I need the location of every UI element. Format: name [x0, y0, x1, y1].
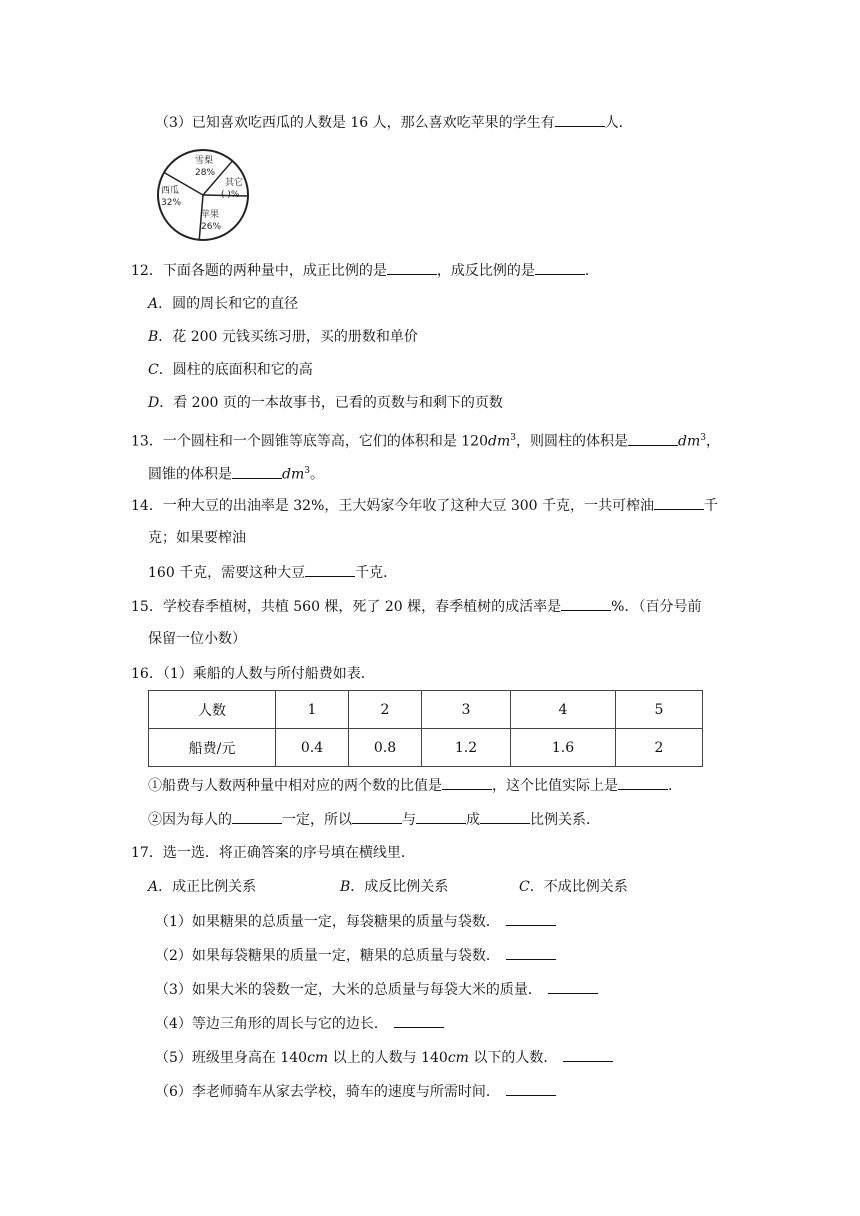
pie-label-xigua-value: 32%: [161, 198, 182, 208]
q16-s1-text-1: ①船费与人数两种量中相对应的两个数的比值是: [148, 778, 442, 794]
q14-line3: [148, 562, 397, 583]
q17-blank-5[interactable]: [563, 1047, 613, 1062]
unit-exponent: 3: [510, 433, 516, 443]
q11-3-prefix: （3）已知喜欢吃西瓜的人数是 16 人，那么喜欢吃苹果的学生有: [155, 115, 555, 131]
unit-exponent: 3: [700, 433, 706, 443]
q17-item-text: 以下的人数．: [468, 1050, 558, 1066]
q11-3-answer-blank[interactable]: [555, 112, 605, 127]
q14-text-1: 14．一种大豆的出油率是 32%，王大妈家今年收了这种大豆 300 千克，一共可榨油: [131, 498, 655, 514]
option-letter: D: [148, 395, 160, 411]
q17-choice-a: [148, 877, 256, 897]
q16-s2-text-5: 比例关系．: [530, 812, 600, 828]
q14-text-5: 千克．: [355, 565, 398, 581]
q17-blank-1[interactable]: [506, 911, 556, 926]
q12-stem: [131, 260, 599, 281]
q17-item-6: [155, 1081, 556, 1102]
option-text: ．圆柱的底面积和它的高: [158, 362, 313, 378]
option-letter: B: [340, 879, 351, 895]
q15-text-1: 15．学校春季植树，共植 560 棵，死了 20 棵，春季植树的成活率是: [131, 599, 562, 615]
table-cell: 船费/元: [149, 729, 276, 767]
q12-option-d: [148, 393, 503, 413]
table-cell: 0.4: [276, 729, 349, 767]
q16-blank-price[interactable]: [232, 809, 282, 824]
q13-text-5: 。: [309, 466, 324, 483]
table-cell: 1.2: [422, 729, 511, 767]
q17-item-3: [155, 979, 598, 1000]
q11-3-line: [155, 112, 633, 133]
q17-blank-6[interactable]: [506, 1081, 556, 1096]
q12-stem-end: ．: [584, 263, 599, 279]
q17-item-1: [155, 911, 556, 932]
table-row: [149, 729, 703, 767]
table-cell: 4: [511, 691, 616, 729]
unit-cm: cm: [447, 1050, 469, 1066]
q16-s1-text-3: ．: [668, 778, 682, 794]
q16-title-text: 16．（1）乘船的人数与所付船费如表．: [131, 666, 375, 682]
unit-dm: dm: [282, 466, 305, 483]
q15-line1: [131, 596, 701, 617]
q12-blank-inverse[interactable]: [535, 260, 585, 275]
q16-blank-qty2[interactable]: [416, 809, 466, 824]
q17-choice-c: [519, 877, 628, 897]
option-text: ．成反比例关系: [350, 879, 449, 895]
q16-sub2: [148, 809, 600, 830]
q16-title: [131, 664, 375, 684]
q15-text-2: %．（百分号前: [611, 599, 702, 615]
table-cell: 1.6: [511, 729, 616, 767]
q16-blank-ratio[interactable]: [442, 775, 492, 790]
table-cell: 人数: [149, 691, 276, 729]
q17-item-text: （6）李老师骑车从家去学校，骑车的速度与所需时间．: [155, 1084, 500, 1100]
q15-blank-rate[interactable]: [561, 596, 611, 611]
option-letter: C: [148, 362, 159, 378]
option-letter: B: [148, 329, 159, 345]
q16-s2-text-4: 成: [466, 812, 480, 828]
q17-blank-4[interactable]: [394, 1013, 444, 1028]
option-text: ．成正比例关系: [158, 879, 257, 895]
option-text: ．圆的周长和它的直径: [158, 296, 299, 312]
table-cell: 0.8: [349, 729, 422, 767]
q16-s2-text-2: 一定，所以: [282, 812, 352, 828]
q13-text-2: ，则圆柱的体积是: [515, 433, 628, 450]
option-text: ．看 200 页的一本故事书，已看的页数与和剩下的页数: [159, 395, 503, 411]
q16-s1-text-2: ，这个比值实际上是: [492, 778, 618, 794]
unit-dm: dm: [677, 433, 701, 450]
q12-stem-mid: ，成反比例的是: [436, 263, 535, 279]
fare-table: [148, 690, 703, 767]
q17-item-text: （1）如果糖果的总质量一定，每袋糖果的质量与袋数．: [155, 914, 500, 930]
pie-label-xueli-name: 雪梨: [195, 156, 214, 166]
q12-blank-direct[interactable]: [387, 260, 437, 275]
q14-blank-oil[interactable]: [654, 495, 704, 510]
table-cell: 3: [422, 691, 511, 729]
q13-text-1: 13．一个圆柱和一个圆锥等底等高，它们的体积和是 120: [131, 433, 488, 450]
q16-blank-kind[interactable]: [480, 809, 530, 824]
q14-line2: [148, 528, 246, 548]
unit-cm: cm: [307, 1050, 329, 1066]
q16-s2-text-3: 与: [402, 812, 416, 828]
pie-label-xueli-value: 28%: [195, 168, 216, 178]
q16-blank-qty1[interactable]: [352, 809, 402, 824]
q17-blank-2[interactable]: [506, 945, 556, 960]
pie-label-pingguo-value: 26%: [201, 222, 222, 232]
q13-blank-cylinder[interactable]: [628, 431, 678, 446]
q13-line2: [148, 461, 324, 485]
pie-label-pingguo-name: 苹果: [201, 210, 220, 220]
table-row: [149, 691, 703, 729]
q12-option-c: [148, 360, 313, 380]
q17-item-text: （3）如果大米的袋数一定，大米的总质量与每袋大米的质量．: [155, 982, 542, 998]
table-cell: 2: [349, 691, 422, 729]
unit-exponent: 3: [304, 466, 310, 476]
q13-text-3: ，: [705, 433, 720, 450]
pie-label-qita-value: ( )%: [221, 190, 240, 200]
q14-line1: [131, 495, 718, 516]
table-cell: 2: [616, 729, 703, 767]
q17-item-5: [155, 1047, 613, 1068]
q17-blank-3[interactable]: [548, 979, 598, 994]
q14-text-2: 千: [704, 498, 719, 514]
option-text: ．花 200 元钱买练习册，买的册数和单价: [158, 329, 418, 345]
q17-choice-b: [340, 877, 448, 897]
option-letter: A: [148, 296, 159, 312]
q17-title: [131, 843, 415, 863]
q17-item-2: [155, 945, 556, 966]
q17-title-text: 17．选一选．将正确答案的序号填在横线里．: [131, 845, 415, 861]
q17-item-text: （4）等边三角形的周长与它的边长．: [155, 1016, 388, 1032]
q12-option-b: [148, 327, 418, 347]
q15-text-3: 保留一位小数）: [148, 631, 246, 647]
q17-item-text: 以上的人数与 140: [328, 1050, 448, 1066]
option-letter: A: [148, 879, 159, 895]
q17-item-text: （5）班级里身高在 140: [155, 1050, 308, 1066]
q15-line2: [148, 629, 246, 649]
fruit-pie-chart: [155, 147, 255, 243]
q17-item-text: （2）如果每袋糖果的质量一定，糖果的总质量与袋数．: [155, 948, 500, 964]
q13-line1: [131, 428, 720, 452]
table-cell: 1: [276, 691, 349, 729]
table-cell: 5: [616, 691, 703, 729]
option-text: ．不成比例关系: [529, 879, 628, 895]
q17-item-4: [155, 1013, 444, 1034]
q14-blank-beans[interactable]: [305, 562, 355, 577]
q12-option-a: [148, 294, 298, 314]
unit-dm: dm: [488, 433, 511, 450]
pie-label-qita-name: 其它: [225, 178, 244, 188]
q16-s2-text-1: ②因为每人的: [148, 812, 232, 828]
q13-blank-cone[interactable]: [232, 464, 282, 479]
q16-blank-meaning[interactable]: [618, 775, 668, 790]
q14-text-3: 克；如果要榨油: [148, 530, 246, 546]
q13-text-4: 圆锥的体积是: [148, 466, 232, 483]
q12-stem-text: 12．下面各题的两种量中，成正比例的是: [131, 263, 387, 279]
pie-label-xigua-name: 西瓜: [161, 186, 180, 196]
q11-3-suffix: 人．: [604, 115, 633, 131]
q16-sub1: [148, 775, 682, 796]
option-letter: C: [519, 879, 530, 895]
q14-text-4: 160 千克，需要这种大豆: [148, 565, 306, 581]
